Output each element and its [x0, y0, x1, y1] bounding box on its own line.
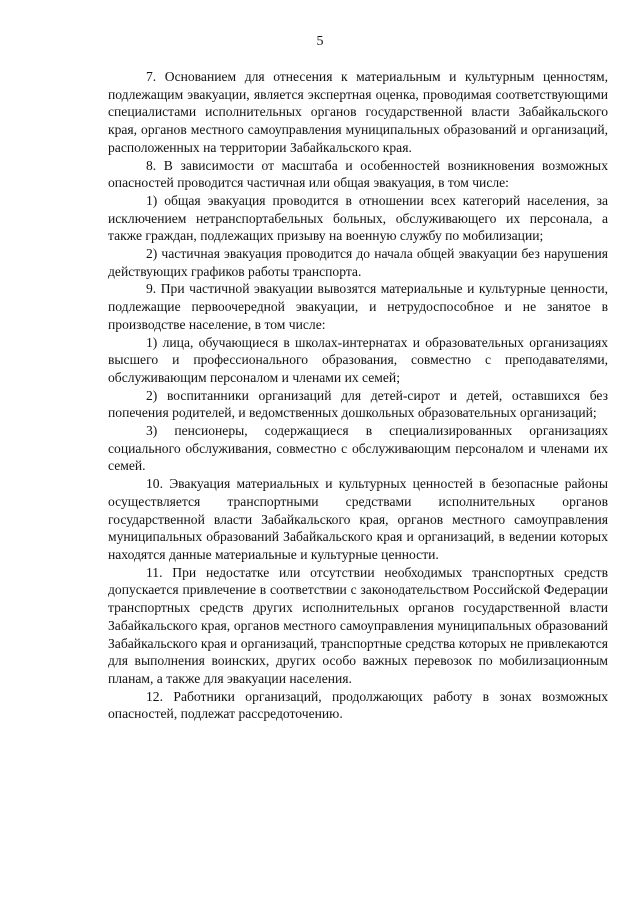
- paragraph-10: 10. Эвакуация материальных и культурных ценностей в безопасные районы осуществляется транспортными средствами исполнительных органов государственной власти Забайкальского края, органов местного самоуправления муниципальных образований Забайкальского края и организаций, в ведении которых находятся данные материальные и культурные ценности.: [108, 476, 608, 562]
- paragraph-7: 7. Основанием для отнесения к материальным и культурным ценностям, подлежащим эвакуации, является экспертная оценка, проводимая соответствующими специалистами исполнительных органов государственной власти Забайкальского края, органов местного самоуправления муниципальных образований и организаций, расположенных на территории Забайкальского края.: [108, 69, 608, 155]
- document-body: [108, 68, 608, 723]
- paragraph-9-item-3: 3) пенсионеры, содержащиеся в специализированных организациях социального обслуживания, совместно с обслуживающим персоналом и членами их семей.: [108, 423, 608, 474]
- page-number: 5: [316, 34, 324, 49]
- paragraph-12: 12. Работники организаций, продолжающих работу в зонах возможных опасностей, подлежат рассредоточению.: [108, 688, 608, 722]
- paragraph-11: 11. При недостатке или отсутствии необходимых транспортных средств допускается привлечение в соответствии с законодательством Российской Федерации транспортных средств других исполнительных органов государственной власти Забайкальского края, органов местного самоуправления муниципальных образований Забайкальского края и организаций, транспортные средства которых не привлекаются для выполнения воинских, других особо важных перевозок по мобилизационным планам, а также для эвакуации населения.: [108, 564, 608, 686]
- paragraph-8-item-1: 1) общая эвакуация проводится в отношении всех категорий населения, за исключением нетранспортабельных больных, обслуживающего их персонала, а также граждан, подлежащих призыву на военную службу по мобилизации;: [108, 192, 608, 244]
- paragraph-9-item-2: 2) воспитанники организаций для детей-сирот и детей, оставшихся без попечения родителей, и ведомственных дошкольных образовательных организаций;: [108, 387, 608, 421]
- paragraph-8-item-2: 2) частичная эвакуация проводится до начала общей эвакуации без нарушения действующих графиков работы транспорта.: [108, 246, 608, 279]
- paragraph-9-item-1: 1) лица, обучающиеся в школах-интернатах и образовательных организациях высшего и профессионального образования, совместно с преподавателями, обслуживающим персоналом и членами их семей;: [108, 334, 608, 385]
- paragraph-9: 9. При частичной эвакуации вывозятся материальные и культурные ценности, подлежащие первоочередной эвакуации, и нетрудоспособное и не занятое в производстве население, в том числе:: [108, 281, 608, 332]
- paragraph-8: 8. В зависимости от масштаба и особенностей возникновения возможных опасностей проводится частичная или общая эвакуация, в том числе:: [108, 157, 608, 191]
